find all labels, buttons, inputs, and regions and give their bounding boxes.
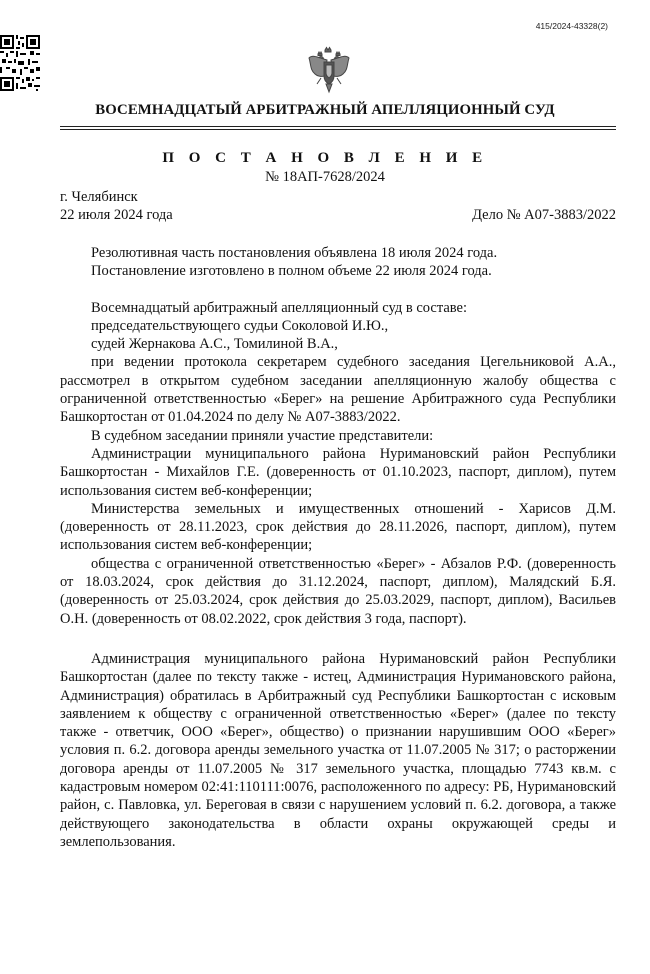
paragraph: судей Жернакова А.С., Томилиной В.А., — [91, 336, 338, 353]
city: г. Челябинск — [60, 189, 138, 205]
document-body — [60, 244, 616, 851]
qr-code-icon — [0, 33, 40, 93]
court-name: ВОСЕМНАДЦАТЫЙ АРБИТРАЖНЫЙ АПЕЛЛЯЦИОННЫЙ СУД — [95, 102, 555, 118]
case-number: Дело № А07-3883/2022 — [472, 207, 616, 223]
paragraph: Министерства земельных и имущественных отношений - Харисов Д.М. (доверенность от 28.11.2023, срок действия до 28.11.2026, паспорт, диплом), путем использования систем веб-конференции; — [60, 500, 616, 554]
document-title: П О С Т А Н О В Л Е Н И Е — [162, 150, 488, 166]
paragraph: общества с ограниченной ответственностью «Берег» - Абзалов Р.Ф. (доверенность от 18.03.2024, срок действия до 31.12.2024, паспорт, диплом), Малядский Б.Я. (доверенность от 25.03.2024, срок действия до 25.03.2029, паспорт, диплом), Васильев О.Н. (доверенность от 08.02.2022, срок действия 3 года, паспорт). — [60, 555, 616, 627]
document-number: № 18АП-7628/2024 — [265, 169, 385, 185]
paragraph: Восемнадцатый арбитражный апелляционный суд в составе: — [91, 299, 468, 316]
document-id: 415/2024-43328(2) — [535, 21, 608, 31]
paragraph: Администрации муниципального района Нуримановский район Республики Башкортостан - Михайлов Г.Е. (доверенность от 01.10.2023, паспорт, диплом), путем использования систем веб-конференции; — [60, 445, 616, 499]
document-date: 22 июля 2024 года — [60, 207, 173, 223]
header-divider — [60, 129, 616, 130]
coat-of-arms-icon — [307, 46, 351, 96]
paragraph: Администрация муниципального района Нуримановский район Республики Башкортостан (далее по тексту также - истец, Администрация Нуримановского района, Администрация) обратилась в Арбитражный суд Республики Башкортостан с исковым заявлением к обществу с ограниченной ответственностью «Берег» (далее по тексту также - ответчик, ООО «Берег», общество) о признании нарушившим ООО «Берег» условия п. 6.2. договора аренды земельного участка от 11.07.2005 № 317; о расторжении договора аренды от 11.07.2005 № 317 земельного участка, площадью 7743 кв.м. с кадастровым номером 02:41:110111:0076, расположенного по адресу: РБ, Нуримановский район, с. Павловка, ул. Береговая в связи с нарушением условий п. 6.2. договора, а также действующего законодательства в области охраны окружающей среды и землепользования. — [60, 650, 616, 850]
header-divider — [60, 126, 616, 127]
paragraph: Резолютивная часть постановления объявлена 18 июля 2024 года. — [91, 245, 498, 261]
paragraph: председательствующего судьи Соколовой И.Ю., — [91, 317, 389, 334]
paragraph: Постановление изготовлено в полном объеме 22 июля 2024 года. — [91, 263, 492, 280]
paragraph: В судебном заседании приняли участие представители: — [91, 427, 434, 444]
paragraph: при ведении протокола секретарем судебного заседания Цегельниковой А.А., рассмотрел в открытом судебном заседании апелляционную жалобу общества с ограниченной ответственностью «Берег» на решение Арбитражного суда Республики Башкортостан от 01.04.2024 по делу № А07-3883/2022. — [60, 354, 616, 426]
